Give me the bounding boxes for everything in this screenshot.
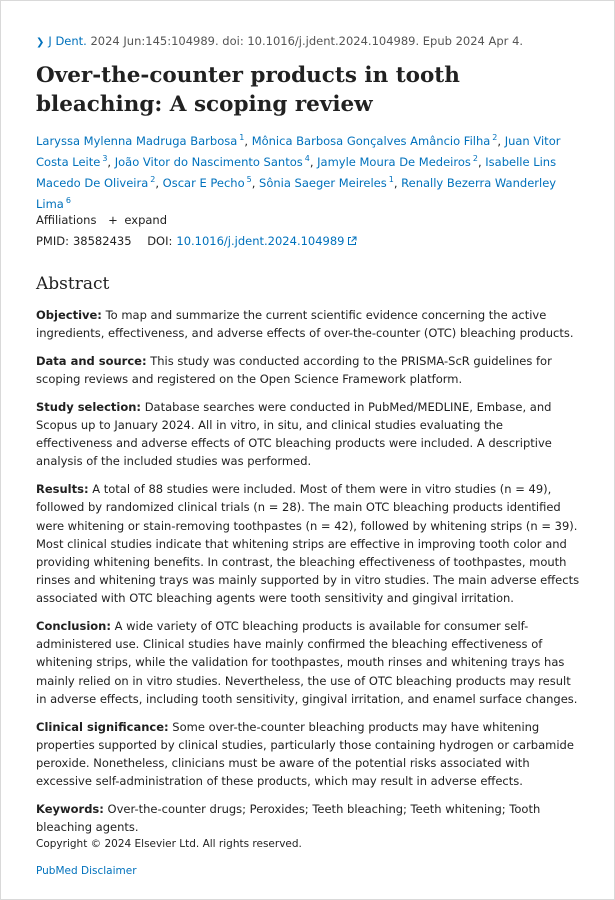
abstract-section-text: Over-the-counter drugs; Peroxides; Teeth bleaching; Teeth whitening; Tooth bleaching agents. — [36, 801, 541, 835]
affiliations-label: Affiliations — [36, 213, 97, 227]
author-separator: , — [393, 175, 402, 190]
abstract-section-label: Study selection: — [36, 399, 142, 414]
author-separator: , — [244, 133, 252, 148]
abstract-section — [36, 352, 581, 388]
author-separator: , — [309, 154, 318, 169]
author-link[interactable]: João Vitor do Nascimento Santos — [114, 154, 303, 169]
abstract-section-label: Results: — [36, 482, 89, 497]
abstract-section-text: A wide variety of OTC bleaching products is available for consumer self-administered use. Clinical studies have mainly confirmed the bleaching effectiveness of whitening strips, while the validation for toothpastes, mouth rinses and whitening trays has mainly relied on in vitro studies. Nevertheless, the use of OTC bleaching products may result in adverse effects, including tooth sensitivity, gingival irritation, and enamel surface changes. — [36, 619, 578, 706]
affiliation-number[interactable]: 3 — [102, 154, 108, 164]
author-separator: , — [155, 175, 163, 190]
affiliation-number[interactable]: 5 — [246, 175, 252, 185]
affiliation-number[interactable]: 6 — [65, 196, 71, 206]
abstract-section-text: To map and summarize the current scientific evidence concerning the active ingredients, effectiveness, and adverse effects of over-the-counter (OTC) bleaching products. — [36, 308, 574, 341]
abstract-section-label: Data and source: — [36, 353, 147, 368]
abstract-section-label: Clinical significance: — [36, 719, 169, 734]
pmid-value: 38582435 — [72, 234, 132, 248]
affiliation-number[interactable]: 1 — [239, 133, 245, 142]
author-separator: , — [251, 175, 260, 190]
author-link[interactable]: Mônica Barbosa Gonçalves Amâncio Filha — [251, 133, 491, 148]
article-ids — [36, 234, 357, 248]
author-separator: , — [107, 154, 115, 169]
article-title: Over-the-counter products in tooth bleaching: A scoping review — [36, 63, 460, 117]
abstract-section-text: Database searches were conducted in PubMed/MEDLINE, Embase, and Scopus up to January 2024. All in vitro, in situ, and clinical studies evaluating the effectiveness and adverse effects of OTC bleaching products were included. A descriptive analysis of the included studies was performed. — [36, 399, 552, 469]
author-link[interactable]: Oscar E Pecho — [162, 175, 245, 190]
affiliation-number[interactable]: 2 — [492, 133, 498, 142]
author-link[interactable]: Renally Bezerra Wanderley Lima — [36, 175, 557, 211]
expand-label: expand — [124, 213, 168, 227]
author-link[interactable]: Sônia Saeger Meireles — [259, 175, 387, 190]
abstract-heading: Abstract — [36, 274, 110, 294]
abstract-body — [36, 306, 581, 846]
authors-list — [36, 129, 581, 213]
abstract-section-text: Some over-the-counter bleaching products may have whitening properties supported by clinical studies, particularly those containing hydrogen or carbamide peroxide. Nonetheless, clinicians must be aware of the potential risks associated with excessive self-administration of these products, which may result in adverse effects. — [36, 719, 574, 789]
plus-icon: + — [108, 213, 118, 227]
author-link[interactable]: Laryssa Mylenna Madruga Barbosa — [36, 133, 238, 148]
author-link[interactable]: Isabelle Lins Macedo De Oliveira — [36, 154, 557, 190]
citation-line — [36, 34, 523, 48]
abstract-section — [36, 480, 581, 607]
abstract-section — [36, 718, 581, 791]
abstract-section — [36, 617, 581, 708]
author-separator: , — [497, 133, 505, 148]
pmid-label: PMID: — [36, 234, 69, 248]
abstract-section-label: Objective: — [36, 308, 102, 322]
abstract-section-label: Keywords: — [36, 801, 104, 816]
journal-link[interactable]: J Dent. — [48, 34, 87, 48]
chevron-right-icon[interactable]: ❯ — [36, 37, 45, 48]
pubmed-disclaimer-link[interactable]: PubMed Disclaimer — [36, 865, 137, 877]
author-separator: , — [477, 154, 486, 169]
affiliation-number[interactable]: 1 — [388, 175, 394, 185]
affiliation-number[interactable]: 2 — [150, 175, 156, 185]
abstract-section — [36, 800, 581, 836]
copyright-text: Copyright © 2024 Elsevier Ltd. All rights reserved. — [36, 838, 302, 850]
author-link[interactable]: Jamyle Moura De Medeiros — [317, 154, 471, 169]
abstract-section-text: A total of 88 studies were included. Most of them were in vitro studies (n = 49), followed by randomized clinical trials (n = 28). The main OTC bleaching products identified were whitening or stain-removing toothpastes (n = 42), followed by whitening strips (n = 39). Most clinical studies indicate that whitening strips are effective in improving tooth color and providing whitening benefits. In contrast, the bleaching effectiveness of toothpastes, mouth rinses and whitening trays was mainly supported by in vitro studies. The main adverse effects associated with OTC bleaching agents were tooth sensitivity and gingival irritation. — [36, 482, 580, 606]
abstract-section — [36, 306, 581, 342]
affiliations-toggle[interactable] — [36, 213, 167, 227]
doi-label: DOI: — [147, 234, 173, 248]
abstract-section-label: Conclusion: — [36, 619, 111, 634]
abstract-section — [36, 398, 581, 471]
affiliation-number[interactable]: 4 — [304, 154, 310, 164]
external-link-icon[interactable] — [347, 236, 357, 246]
affiliation-number[interactable]: 2 — [472, 154, 478, 164]
author-link[interactable]: Juan Vitor Costa Leite — [36, 133, 561, 169]
doi-link[interactable]: 10.1016/j.jdent.2024.104989 — [176, 234, 345, 248]
citation-details: 2024 Jun:145:104989. doi: 10.1016/j.jdent.2024.104989. Epub 2024 Apr 4. — [90, 34, 524, 48]
abstract-section-text: This study was conducted according to the PRISMA-ScR guidelines for scoping reviews and registered on the Open Science Framework platform. — [36, 353, 552, 387]
